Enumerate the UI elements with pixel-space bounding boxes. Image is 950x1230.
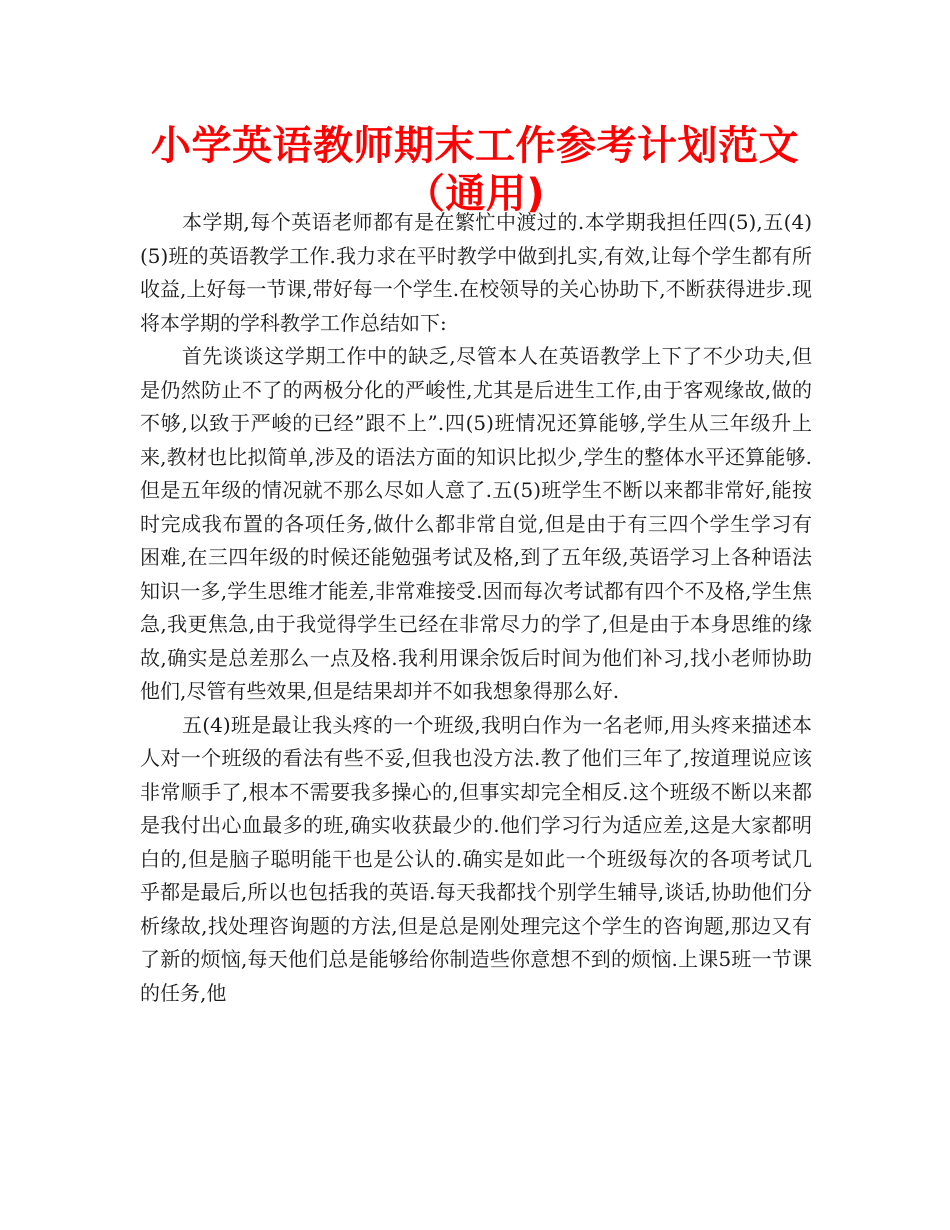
document-title: 小学英语教师期末工作参考计划范文（通用) — [151, 123, 799, 217]
document-body — [140, 206, 812, 1010]
paragraph-intro: 本学期,每个英语老师都有是在繁忙中渡过的.本学期我担任四(5),五(4)(5)班的英语教学工作.我力求在平时教学中做到扎实,有效,让每个学生都有所收益,上好每一节课,带好每一个学生.在校领导的关心协助下,不断获得进步.现将本学期的学科教学工作总结如下: — [140, 210, 812, 335]
paragraph-class-five-four: 五(4)班是最让我头疼的一个班级,我明白作为一名老师,用头疼来描述本人对一个班级的看法有些不妥,但我也没方法.教了他们三年了,按道理说应该非常顺手了,根本不需要我多操心的,但事实却完全相反.这个班级不断以来都是我付出心血最多的班,确实收获最少的.他们学习行为适应差,这是大家都明白的,但是脑子聪明能干也是公认的.确实是如此一个班级每次的各项考试几乎都是最后,所以也包括我的英语.每天我都找个别学生辅导,谈话,协助他们分析缘故,找处理咨询题的方法,但是总是刚处理完这个学生的咨询题,那边又有了新的烦恼,每天他们总是能够给你制造些你意想不到的烦恼.上课5班一节课的任务,他 — [140, 712, 812, 1005]
paragraph-shortcomings: 首先谈谈这学期工作中的缺乏,尽管本人在英语教学上下了不少功夫,但是仍然防止不了的两极分化的严峻性,尤其是后进生工作,由于客观缘故,做的不够,以致于严峻的已经”跟不上”.四(5)班情况还算能够,学生从三年级升上来,教材也比拟简单,涉及的语法方面的知识比拟少,学生的整体水平还算能够.但是五年级的情况就不那么尽如人意了.五(5)班学生不断以来都非常好,能按时完成我布置的各项任务,做什么都非常自觉,但是由于有三四个学生学习有困难,在三四年级的时候还能勉强考试及格,到了五年级,英语学习上各种语法知识一多,学生思维才能差,非常难接受.因而每次考试都有四个不及格,学生焦急,我更焦急,由于我觉得学生已经在非常尽力的学了,但是由于本身思维的缘故,确实是总差那么一点及格.我利用课余饭后时间为他们补习,找小老师协助他们,尽管有些效果,但是结果却并不如我想象得那么好. — [140, 344, 812, 703]
